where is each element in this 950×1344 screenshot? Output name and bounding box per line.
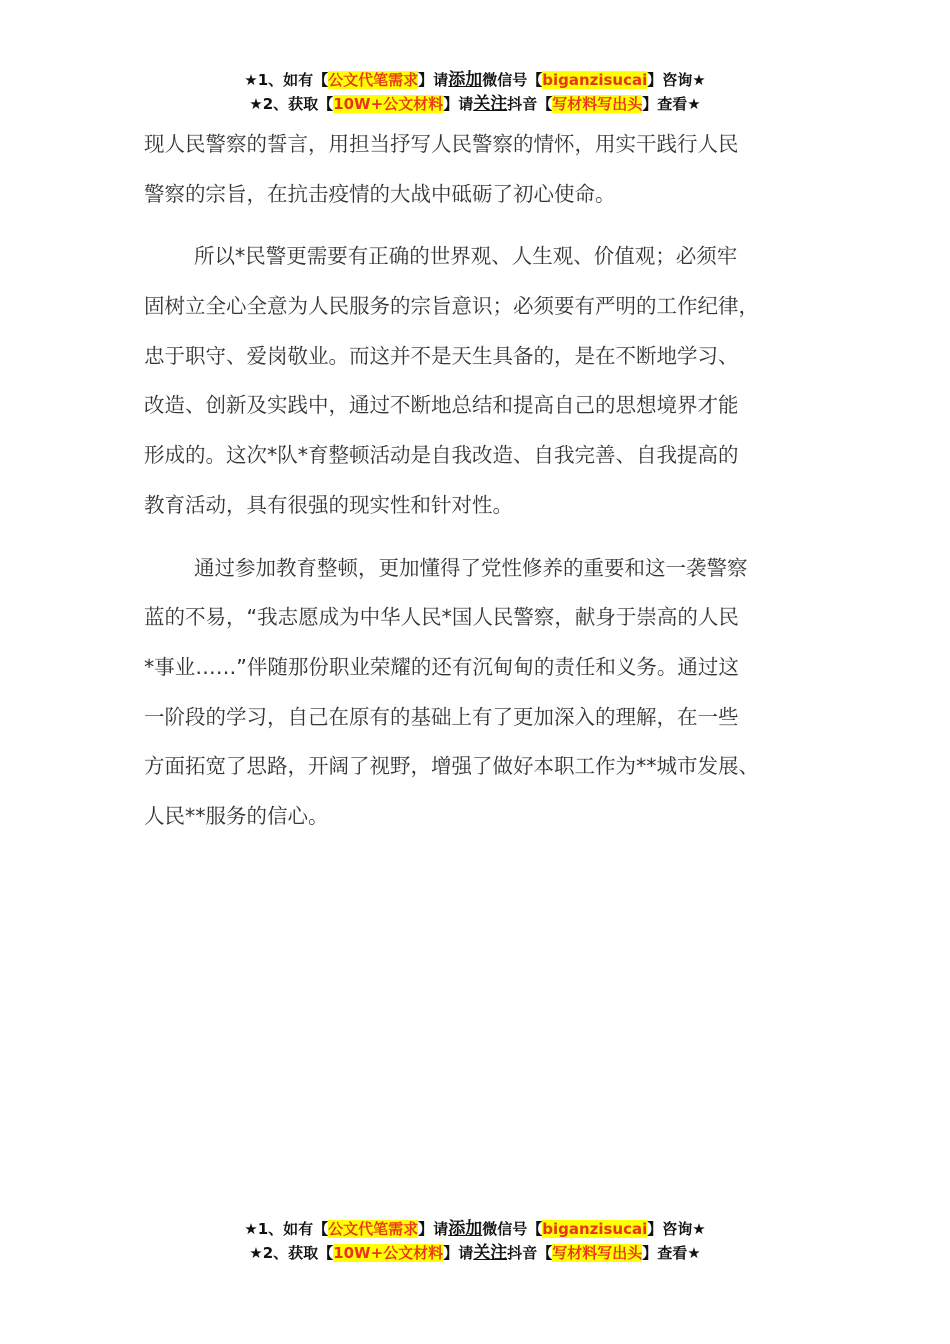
text-line: 固树立全心全意为人民服务的宗旨意识；必须要有严明的工作纪律， bbox=[144, 294, 759, 319]
banner-highlight: 公文代笔需求 bbox=[328, 71, 419, 89]
banner-line-1 bbox=[0, 68, 950, 92]
banner-text: 微信号【 bbox=[482, 1220, 543, 1238]
text-line: 警察的宗旨，在抗击疫情的大战中砥砺了初心使命。 bbox=[144, 181, 616, 206]
banner-text: 抖音【 bbox=[507, 95, 553, 113]
text-line: *事业……”伴随那份职业荣耀的还有沉甸甸的责任和义务。通过这 bbox=[144, 654, 739, 679]
banner-highlight: biganzisucai bbox=[542, 71, 648, 89]
banner-highlight: 写材料写出头 bbox=[552, 1244, 643, 1262]
banner-text: 微信号【 bbox=[482, 71, 543, 89]
paragraph-2 bbox=[144, 232, 824, 530]
text-line: 忠于职守、爱岗敬业。而这并不是天生具备的，是在不断地学习、 bbox=[144, 343, 739, 368]
paragraph-3 bbox=[144, 544, 824, 842]
banner-text: 】请 bbox=[418, 1220, 449, 1238]
banner-text: 】咨询★ bbox=[647, 71, 706, 89]
banner-line-2 bbox=[0, 92, 950, 116]
banner-text: 】请 bbox=[443, 95, 474, 113]
banner-line-1 bbox=[0, 1217, 950, 1241]
text-line: 一阶段的学习，自己在原有的基础上有了更加深入的理解，在一些 bbox=[144, 704, 739, 729]
banner-underlined: 添加 bbox=[448, 1219, 483, 1239]
text-line: 现人民警察的誓言，用担当抒写人民警察的情怀，用实干践行人民 bbox=[144, 132, 739, 156]
banner-highlight: biganzisucai bbox=[542, 1220, 648, 1238]
banner-underlined: 添加 bbox=[448, 70, 483, 90]
banner-highlight: 10W+公文材料 bbox=[333, 95, 444, 113]
text-line: 教育活动，具有很强的现实性和针对性。 bbox=[144, 492, 513, 517]
text-line: 改造、创新及实践中，通过不断地总结和提高自己的思想境界才能 bbox=[144, 393, 739, 418]
paragraph-1 bbox=[144, 120, 824, 219]
text-line: 方面拓宽了思路，开阔了视野，增强了做好本职工作为**城市发展、 bbox=[144, 754, 759, 779]
banner-highlight: 写材料写出头 bbox=[552, 95, 643, 113]
banner-text: 】查看★ bbox=[642, 95, 701, 113]
document-body bbox=[144, 120, 824, 842]
banner-highlight: 10W+公文材料 bbox=[333, 1244, 444, 1262]
banner-text: 】咨询★ bbox=[647, 1220, 706, 1238]
text-line: 所以*民警更需要有正确的世界观、人生观、价值观；必须牢 bbox=[194, 244, 738, 269]
text-line: 蓝的不易，“我志愿成为中华人民*国人民警察，献身于崇高的人民 bbox=[144, 605, 739, 630]
banner-text: 】查看★ bbox=[642, 1244, 701, 1262]
banner-text: 抖音【 bbox=[507, 1244, 553, 1262]
banner-underlined: 关注 bbox=[473, 1243, 508, 1263]
text-line: 通过参加教育整顿，更加懂得了党性修养的重要和这一袭警察 bbox=[194, 555, 748, 580]
banner-highlight: 公文代笔需求 bbox=[328, 1220, 419, 1238]
banner-text: 】请 bbox=[418, 71, 449, 89]
banner-text: ★2、获取【 bbox=[249, 95, 334, 113]
banner-underlined: 关注 bbox=[473, 94, 508, 114]
header-banner bbox=[0, 68, 950, 116]
banner-text: ★2、获取【 bbox=[249, 1244, 334, 1262]
footer-banner bbox=[0, 1217, 950, 1265]
banner-text: 】请 bbox=[443, 1244, 474, 1262]
banner-line-2 bbox=[0, 1241, 950, 1265]
banner-text: ★1、如有【 bbox=[244, 1220, 329, 1238]
text-line: 形成的。这次*队*育整顿活动是自我改造、自我完善、自我提高的 bbox=[144, 443, 739, 468]
banner-text: ★1、如有【 bbox=[244, 71, 329, 89]
text-line: 人民**服务的信心。 bbox=[144, 803, 329, 828]
